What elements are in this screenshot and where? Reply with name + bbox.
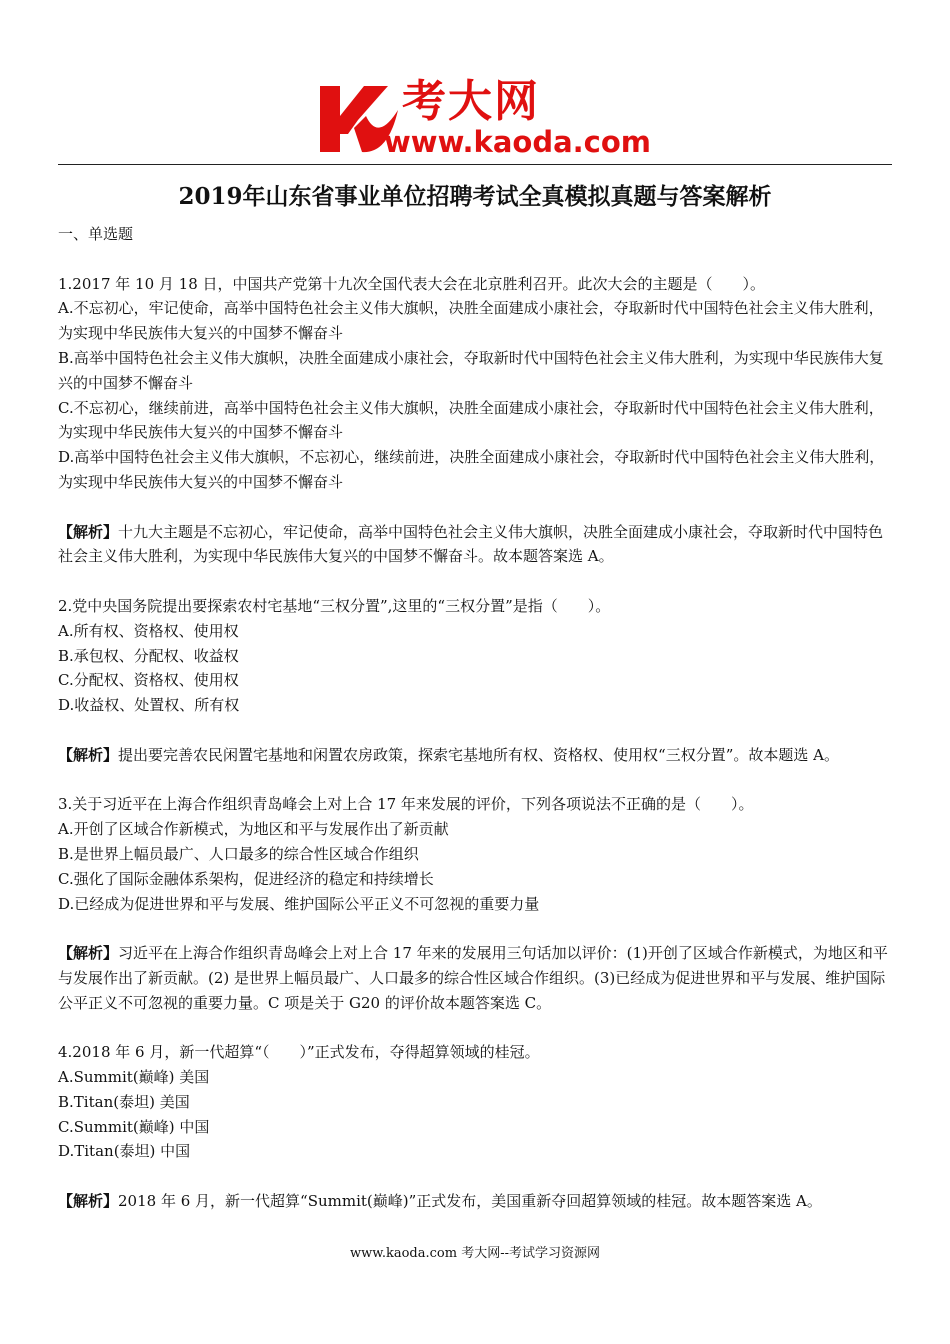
question-2-option-d: D.收益权、处置权、所有权	[58, 696, 240, 715]
logo-brand-cn: 考大网	[402, 76, 540, 127]
spacer	[58, 569, 894, 594]
spacer	[58, 1164, 894, 1189]
analysis-label: 【解析】	[58, 1192, 119, 1211]
document-body	[58, 222, 894, 1214]
analysis-label: 【解析】	[58, 745, 119, 764]
logo-brand-url: www.kaoda.com	[384, 125, 651, 159]
question-4-option-b: B.Titan(泰坦) 美国	[58, 1092, 190, 1111]
analysis-text: 习近平在上海合作组织青岛峰会上对上合 17 年来的发展用三句话加以评价：(1)开创了区域合作新模式，为地区和平与发展作出了新贡献。(2) 是世界上幅员最广、人口最多的综合性区域合作组织。(3)已经成为促进世界和平与发展、维护国际公平正义不可忽视的重要力量。C 项是关于 G20 的评价故本题答案选 C。	[58, 944, 888, 1012]
header-divider	[58, 164, 892, 165]
spacer	[58, 768, 894, 793]
analysis-text: 2018 年 6 月，新一代超算“Summit(巅峰)”正式发布，美国重新夺回超算领域的桂冠。故本题答案选 A。	[118, 1192, 822, 1211]
spacer	[58, 916, 894, 941]
spacer	[58, 1016, 894, 1041]
question-1-option-a: A.不忘初心，牢记使命，高举中国特色社会主义伟大旗帜，决胜全面建成小康社会，夺取新时代中国特色社会主义伟大胜利，为实现中华民族伟大复兴的中国梦不懈奋斗	[58, 299, 884, 343]
question-4-analysis	[58, 1189, 894, 1214]
spacer	[58, 495, 894, 520]
question-1-analysis	[58, 520, 894, 570]
question-3-option-c: C.强化了国际金融体系架构，促进经济的稳定和持续增长	[58, 869, 434, 888]
question-1-option-d: D.高举中国特色社会主义伟大旗帜，不忘初心，继续前进，决胜全面建成小康社会，夺取新时代中国特色社会主义伟大胜利，为实现中华民族伟大复兴的中国梦不懈奋斗	[58, 448, 885, 491]
question-2-option-c: C.分配权、资格权、使用权	[58, 671, 239, 690]
question-3-option-a: A.开创了区域合作新模式，为地区和平与发展作出了新贡献	[58, 820, 449, 839]
question-2-analysis	[58, 743, 894, 768]
analysis-text: 提出要完善农民闲置宅基地和闲置农房政策，探索宅基地所有权、资格权、使用权“三权分置”。故本题选 A。	[118, 745, 839, 764]
document-title: 2019年山东省事业单位招聘考试全真模拟真题与答案解析	[178, 183, 772, 210]
question-4-stem: 4.2018 年 6 月，新一代超算“（ ）”正式发布，夺得超算领域的桂冠。	[58, 1043, 540, 1062]
spacer	[58, 718, 894, 743]
section-heading: 一、单选题	[58, 225, 134, 243]
question-1-option-c: C.不忘初心，继续前进，高举中国特色社会主义伟大旗帜，决胜全面建成小康社会，夺取新时代中国特色社会主义伟大胜利，为实现中华民族伟大复兴的中国梦不懈奋斗	[58, 398, 884, 442]
analysis-text: 十九大主题是不忘初心，牢记使命，高举中国特色社会主义伟大旗帜，决胜全面建成小康社会，夺取新时代中国特色社会主义伟大胜利，为实现中华民族伟大复兴的中国梦不懈奋斗。故本题答案选 A。	[58, 522, 884, 566]
kaoda-logo	[318, 76, 651, 159]
question-3-analysis	[58, 941, 894, 1015]
question-4-option-c: C.Summit(巅峰) 中国	[58, 1117, 210, 1136]
question-2-option-a: A.所有权、资格权、使用权	[58, 621, 239, 640]
analysis-label: 【解析】	[58, 944, 119, 963]
page-footer: www.kaoda.com 考大网--考试学习资源网	[350, 1246, 600, 1261]
analysis-label: 【解析】	[58, 522, 119, 541]
question-3-option-b: B.是世界上幅员最广、人口最多的综合性区域合作组织	[58, 844, 419, 863]
spacer	[58, 247, 894, 272]
question-4-option-a: A.Summit(巅峰) 美国	[58, 1068, 210, 1087]
question-4-option-d: D.Titan(泰坦) 中国	[58, 1142, 191, 1161]
question-2-option-b: B.承包权、分配权、收益权	[58, 646, 239, 665]
question-1-stem: 1.2017 年 10 月 18 日，中国共产党第十九次全国代表大会在北京胜利召开。此次大会的主题是（ ）。	[58, 274, 766, 293]
question-2-stem: 2.党中央国务院提出要探索农村宅基地“三权分置”,这里的“三权分置”是指（ ）。	[58, 596, 611, 615]
question-1-option-b: B.高举中国特色社会主义伟大旗帜，决胜全面建成小康社会，夺取新时代中国特色社会主义伟大胜利，为实现中华民族伟大复兴的中国梦不懈奋斗	[58, 348, 884, 392]
question-3-stem: 3.关于习近平在上海合作组织青岛峰会上对上合 17 年来发展的评价，下列各项说法不正确的是（ ）。	[58, 795, 754, 814]
question-3-option-d: D.已经成为促进世界和平与发展、维护国际公平正义不可忽视的重要力量	[58, 894, 540, 913]
